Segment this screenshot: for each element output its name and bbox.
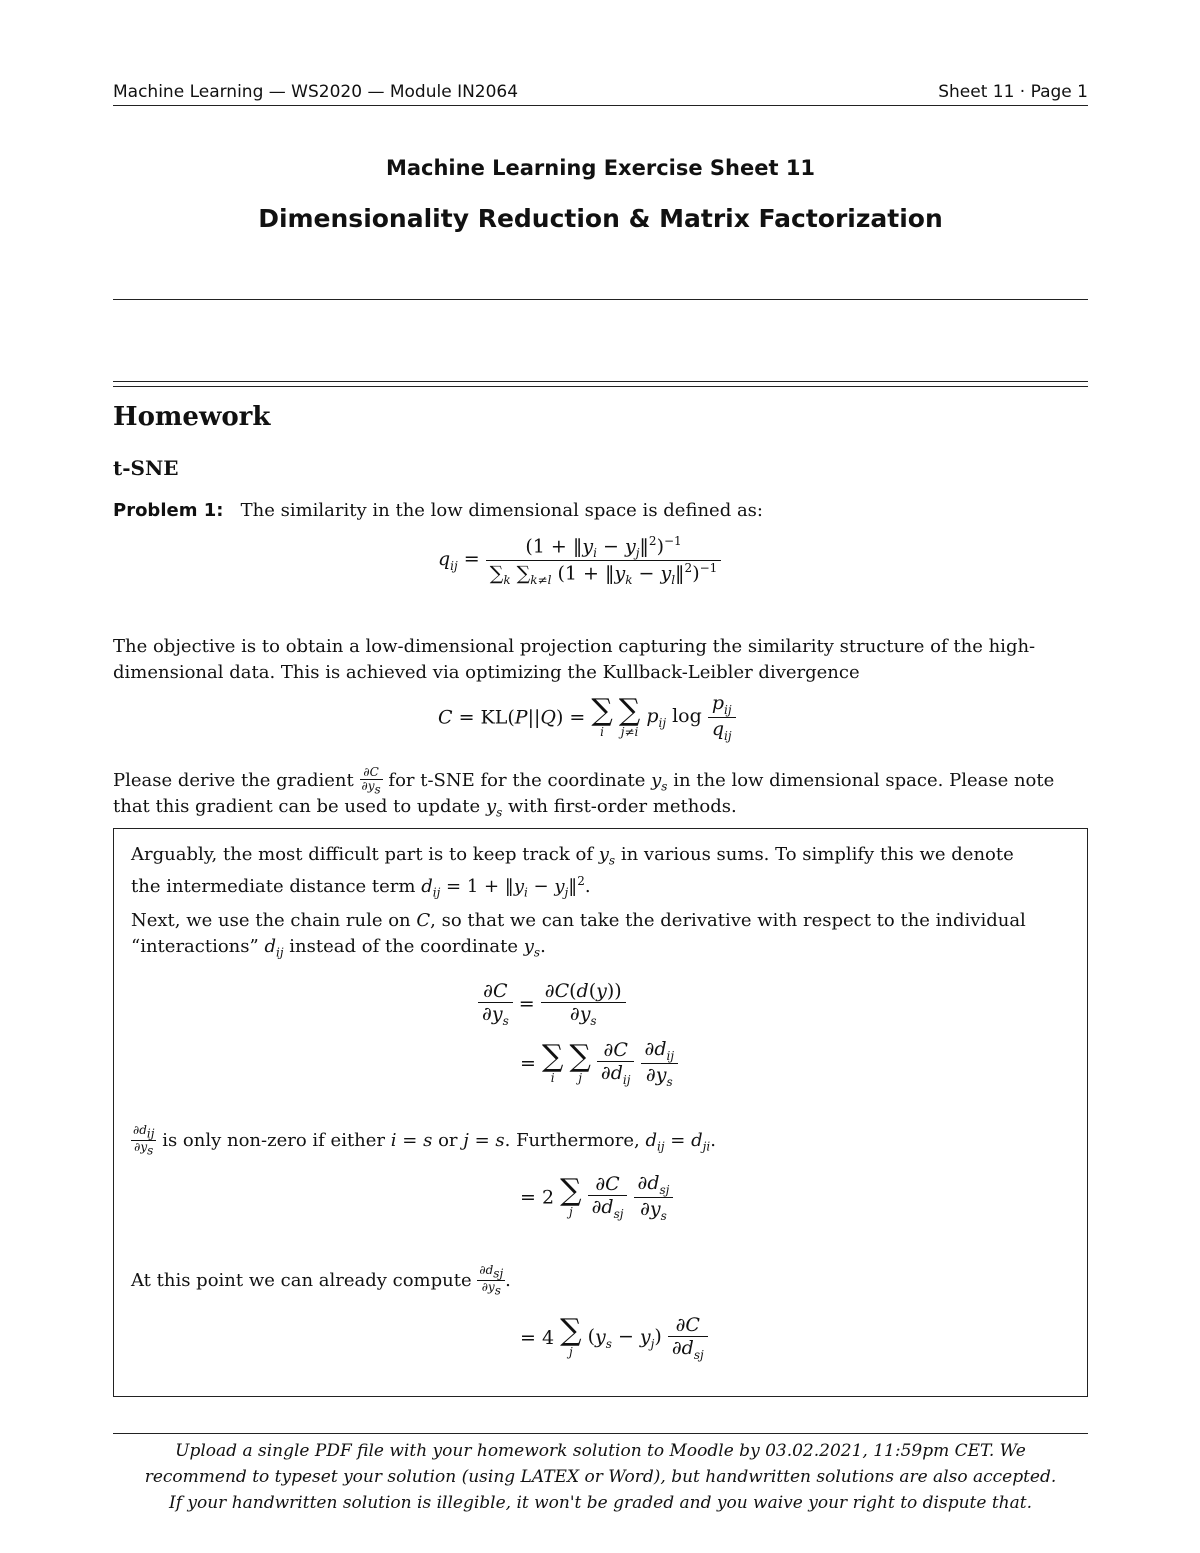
solution-p3: $\partial d_{ij}$ $\partial y_s$ is only non-zero if either i = s or j = s. Furthermore, $d_{ij} = d_{ji}$. <box>133 1123 716 1158</box>
footer-line-2: recommend to typeset your solution (using LATEX or Word), but handwritten solutions are also accepted. <box>144 1467 1057 1487</box>
equation-chain-3: = 2 ∑ j $\frac{\partial C}{\partial d_{sj}}$ $\frac{\partial d_{sj}}{\partial y_s}$ <box>520 1172 673 1223</box>
title-rule <box>113 299 1088 300</box>
problem-label: Problem 1: <box>113 500 224 521</box>
equation-chain-1: $\frac{\partial C}{\partial y_s}$ = $\frac{\partial C(d(y))}{\partial y_s}$ <box>478 980 626 1028</box>
solution-p2-line2: “interactions” $d_{ij}$ instead of the coordinate $y_s$. <box>131 936 546 960</box>
equation-qij: $q_{ij}$ = $\frac{(1 + ‖y_i - y_j‖^2)^{-1}}{\sum_k \sum_{k\ne l} (1 + ‖y_k - y_l‖^2)^{-1}}$ <box>438 534 721 587</box>
sheet-title: Machine Learning Exercise Sheet 11 <box>385 156 816 180</box>
solution-p1-line2: the intermediate distance term $d_{ij} = 1$ + $‖y_i$ − $y_j‖^2$. <box>131 874 591 900</box>
objective-line-2: dimensional data. This is achieved via optimizing the Kullback-Leibler divergence <box>113 662 860 683</box>
section-rule-top <box>113 381 1088 382</box>
subsection-heading: t-SNE <box>113 456 179 480</box>
footer-note <box>113 1438 1088 1516</box>
solution-p2-line1: Next, we use the chain rule on C, so that we can take the derivative with respect to the individual <box>131 910 1026 931</box>
running-header-right: Sheet 11 · Page 1 <box>938 82 1088 102</box>
solution-p4: At this point we can already compute $\partial d_{sj}$ $\partial y_s$ . <box>131 1263 511 1298</box>
section-heading: Homework <box>113 402 271 432</box>
section-rule-bottom <box>113 386 1088 387</box>
problem-intro-text: The similarity in the low dimensional space is defined as: <box>240 500 763 521</box>
sheet-subtitle: Dimensionality Reduction & Matrix Factorization <box>258 204 943 233</box>
header-rule <box>113 105 1088 106</box>
equation-chain-2: = ∑ i ∑ j $\frac{\partial C}{\partial d_{ij}}$ $\frac{\partial d_{ij}}{\partial y_s}$ <box>520 1038 678 1089</box>
equation-chain-4: = 4 ∑ j $(y_s - y_j)$ $\frac{\partial C}{\partial d_{sj}}$ <box>520 1314 708 1362</box>
footer-line-3: If your handwritten solution is illegible, it won't be graded and you waive your right to dispute that. <box>168 1493 1032 1513</box>
footer-line-1: Upload a single PDF file with your homework solution to Moodle by 03.02.2021, 11:59pm CET. We <box>175 1441 1026 1461</box>
task-line-2: that this gradient can be used to update $y_s$ with first-order methods. <box>113 796 737 820</box>
task-line-1: Please derive the gradient $\frac{\partial C}{\partial y_s}$ for t-SNE for the coordinate $y_s$ in the low dimensional space. Please note <box>113 765 1055 797</box>
solution-p1-line1: Arguably, the most difficult part is to keep track of $y_s$ in various sums. To simplify this we denote <box>131 844 1014 868</box>
objective-line-1: The objective is to obtain a low-dimensional projection capturing the similarity structure of the high- <box>113 636 1036 657</box>
problem-intro <box>113 498 763 524</box>
equation-kl: C = KL(P||Q) = ∑ i ∑ j≠i $p_{ij}$ log $\frac{p_{ij}}{q_{ij}}$ <box>438 692 736 743</box>
running-header-left: Machine Learning — WS2020 — Module IN2064 <box>113 82 519 102</box>
footer-rule <box>113 1433 1088 1434</box>
